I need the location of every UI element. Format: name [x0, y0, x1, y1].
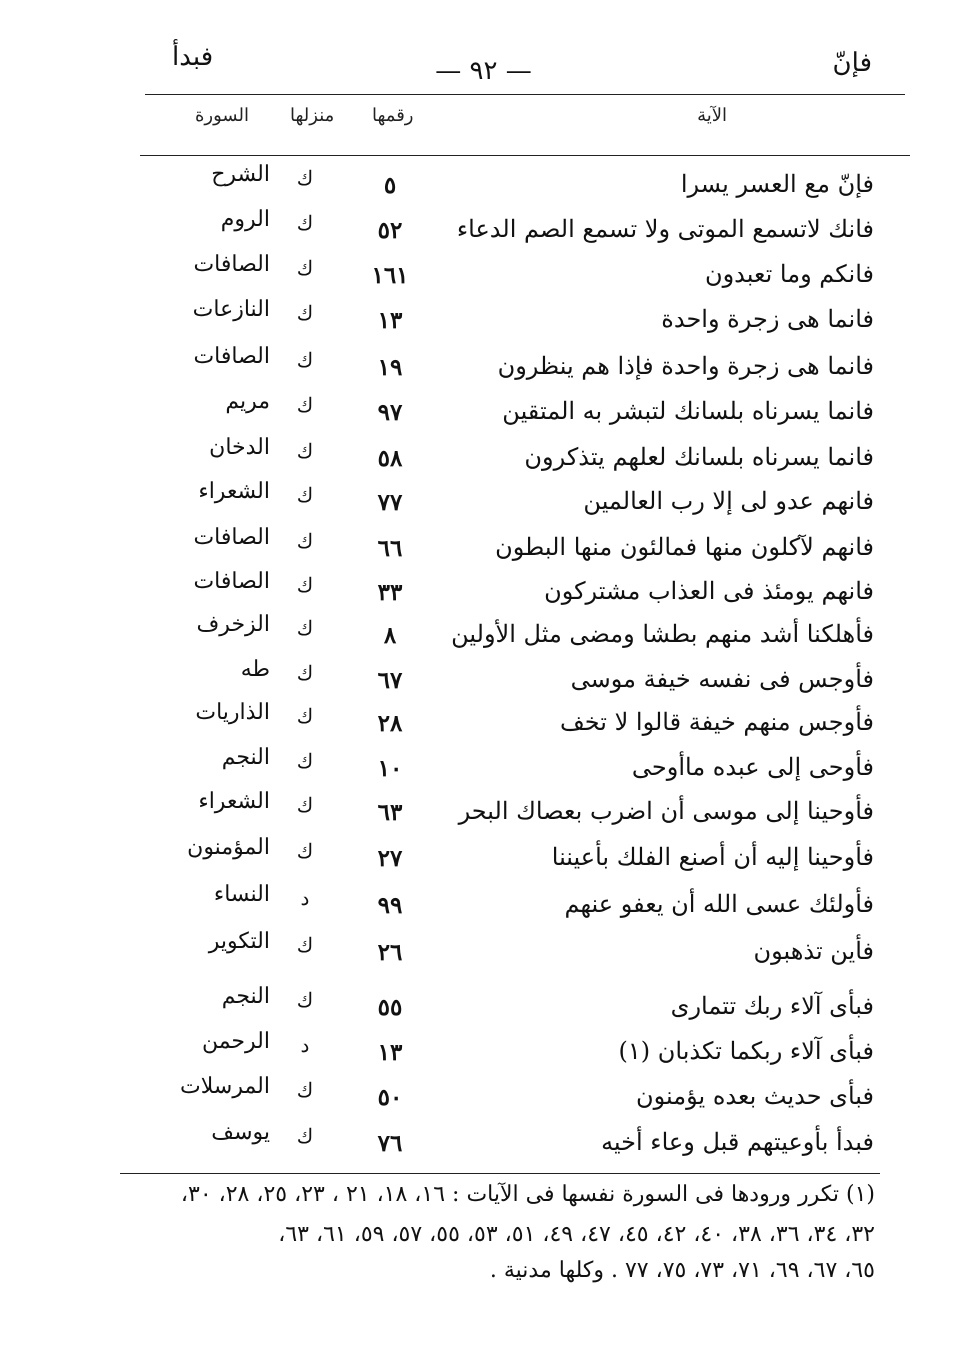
ayah-text: فأوحى إلى عبده ماأوحى — [631, 753, 874, 781]
surah-name: الرحمن — [201, 1029, 270, 1054]
footnote-line: ٦٥، ٦٧، ٦٩، ٧١، ٧٣، ٧٥، ٧٧ . وكلها مدنية . — [489, 1258, 875, 1283]
footnote-line: ٣٢، ٣٤، ٣٦، ٣٨، ٤٠، ٤٢، ٤٥، ٤٧، ٤٩، ٥١، ٥٣، ٥٥، ٥٧، ٥٩، ٦١، ٦٣، — [278, 1222, 875, 1247]
surah-name: مريم — [225, 389, 270, 414]
ayah-number: ٧٦ — [377, 1130, 403, 1157]
ayah-number: ٣٣ — [377, 579, 403, 606]
ayah-text: فانك لاتسمع الموتى ولا تسمع الصم الدعاء — [456, 215, 874, 243]
ayah-text: فانما هى زجرة واحدة — [661, 305, 874, 333]
ayah-number: ٩٩ — [377, 892, 403, 919]
ayah-number: ٢٦ — [377, 939, 403, 966]
ayah-text: فأهلكنا أشد منهم بطشا ومضى مثل الأولين — [451, 620, 874, 648]
ayah-number: ١٦١ — [371, 262, 409, 289]
revelation-place: ك — [296, 1078, 314, 1102]
ayah-text: فإنّ مع العسر يسرا — [680, 170, 874, 198]
ayah-number: ٦٧ — [377, 667, 403, 694]
ayah-number: ١٣ — [377, 1039, 403, 1066]
ayah-text: فانهم يومئذ فى العذاب مشتركون — [544, 577, 874, 605]
ayah-text: فبأى آلاء ربك تتمارى — [670, 992, 874, 1020]
revelation-place: ك — [296, 439, 314, 463]
revelation-place: ك — [296, 793, 314, 817]
ayah-text: فأولئك عسى الله أن يعفو عنهم — [564, 890, 874, 918]
ayah-number: ٢٨ — [377, 710, 403, 737]
ayah-number: ١٩ — [377, 354, 403, 381]
ayah-number: ٥٠ — [377, 1084, 403, 1111]
revelation-place: د — [300, 1033, 310, 1057]
surah-name: النساء — [213, 882, 270, 907]
surah-name: الشعراء — [198, 479, 270, 504]
surah-name: الدخان — [209, 435, 270, 460]
ayah-number: ٧٧ — [377, 489, 403, 516]
surah-name: المرسلات — [180, 1074, 270, 1099]
revelation-place: ك — [296, 393, 314, 417]
surah-name: الذاريات — [195, 700, 270, 725]
ayah-text: فانما هى زجرة واحدة فإذا هم ينظرون — [497, 352, 874, 380]
revelation-place: ك — [296, 933, 314, 957]
revelation-place: ك — [296, 301, 314, 325]
header-right-word: فإنّ — [832, 48, 872, 78]
column-header-ayah: الآية — [697, 105, 727, 126]
revelation-place: ك — [296, 483, 314, 507]
ayah-number: ٨ — [383, 622, 397, 649]
revelation-place: ك — [296, 256, 314, 280]
revelation-place: ك — [296, 616, 314, 640]
ayah-number: ٥٥ — [377, 994, 403, 1021]
surah-name: الصافات — [193, 344, 270, 369]
footnote-line: (١) تكرر ورودها فى السورة نفسها فى الآيات : ١٦، ١٨، ٢١ ، ٢٣، ٢٥، ٢٨، ٣٠، — [180, 1182, 875, 1207]
column-header-place: منزلها — [290, 105, 335, 126]
ayah-number: ٥٢ — [377, 217, 403, 244]
ayah-number: ٥٨ — [377, 445, 403, 472]
surah-name: الزخرف — [196, 612, 270, 637]
surah-name: النازعات — [192, 297, 270, 322]
ayah-number: ١٣ — [377, 307, 403, 334]
revelation-place: ك — [296, 573, 314, 597]
ayah-number: ٦٦ — [377, 535, 403, 562]
surah-name: طه — [240, 657, 270, 682]
ayah-text: فبدأ بأوعيتهم قبل وعاء أخيه — [601, 1128, 874, 1156]
revelation-place: ك — [296, 211, 314, 235]
footnote-rule — [120, 1173, 880, 1174]
surah-name: الصافات — [193, 569, 270, 594]
ayah-text: فانهم عدو لى إلا رب العالمين — [583, 487, 874, 515]
ayah-number: ٦٣ — [377, 799, 403, 826]
header-rule — [145, 94, 905, 95]
revelation-place: ك — [296, 661, 314, 685]
ayah-number: ٥ — [383, 172, 397, 199]
ayah-text: فانما يسرناه بلسانك لتبشر به المتقين — [502, 397, 874, 425]
revelation-place: ك — [296, 348, 314, 372]
surah-name: الشرح — [211, 162, 270, 187]
surah-name: النجم — [221, 984, 270, 1009]
surah-name: الشعراء — [198, 789, 270, 814]
revelation-place: ك — [296, 1124, 314, 1148]
surah-name: الصافات — [193, 252, 270, 277]
ayah-text: فانما يسرناه بلسانك لعلهم يتذكرون — [524, 443, 874, 471]
revelation-place: ك — [296, 529, 314, 553]
ayah-text: فانكم وما تعبدون — [704, 260, 874, 288]
header-left-word: فبدأ — [172, 42, 214, 72]
ayah-text: فانهم لآكلون منها فمالئون منها البطون — [495, 533, 874, 561]
revelation-place: ك — [296, 749, 314, 773]
ayah-text: فأوجس منهم خيفة قالوا لا تخف — [559, 708, 874, 736]
ayah-number: ٩٧ — [377, 399, 403, 426]
surah-name: الروم — [220, 207, 270, 232]
surah-name: النجم — [221, 745, 270, 770]
surah-name: المؤمنون — [187, 835, 270, 860]
surah-name: الصافات — [193, 525, 270, 550]
surah-name: يوسف — [211, 1120, 270, 1145]
column-header-number: رقمها — [372, 105, 414, 126]
page-number: — ٩٢ — — [435, 56, 532, 86]
ayah-number: ٢٧ — [377, 845, 403, 872]
revelation-place: د — [300, 886, 310, 910]
revelation-place: ك — [296, 988, 314, 1012]
column-header-surah: السورة — [195, 105, 249, 126]
ayah-text: فبأى حديث بعده يؤمنون — [635, 1082, 874, 1110]
ayah-text: فأوحينا إلى موسى أن اضرب بعصاك البحر — [458, 797, 874, 825]
ayah-text: فأوجس فى نفسه خيفة موسى — [570, 665, 874, 693]
ayah-text: فبأى آلاء ربكما تكذبان (١) — [618, 1037, 874, 1065]
column-header-rule — [140, 155, 910, 156]
revelation-place: ك — [296, 839, 314, 863]
ayah-text: فأوحينا إليه أن أصنع الفلك بأعيننا — [551, 843, 874, 871]
ayah-text: فأين تذهبون — [753, 937, 874, 965]
revelation-place: ك — [296, 704, 314, 728]
ayah-number: ١٠ — [377, 755, 403, 782]
revelation-place: ك — [296, 166, 314, 190]
surah-name: التكوير — [208, 929, 270, 954]
